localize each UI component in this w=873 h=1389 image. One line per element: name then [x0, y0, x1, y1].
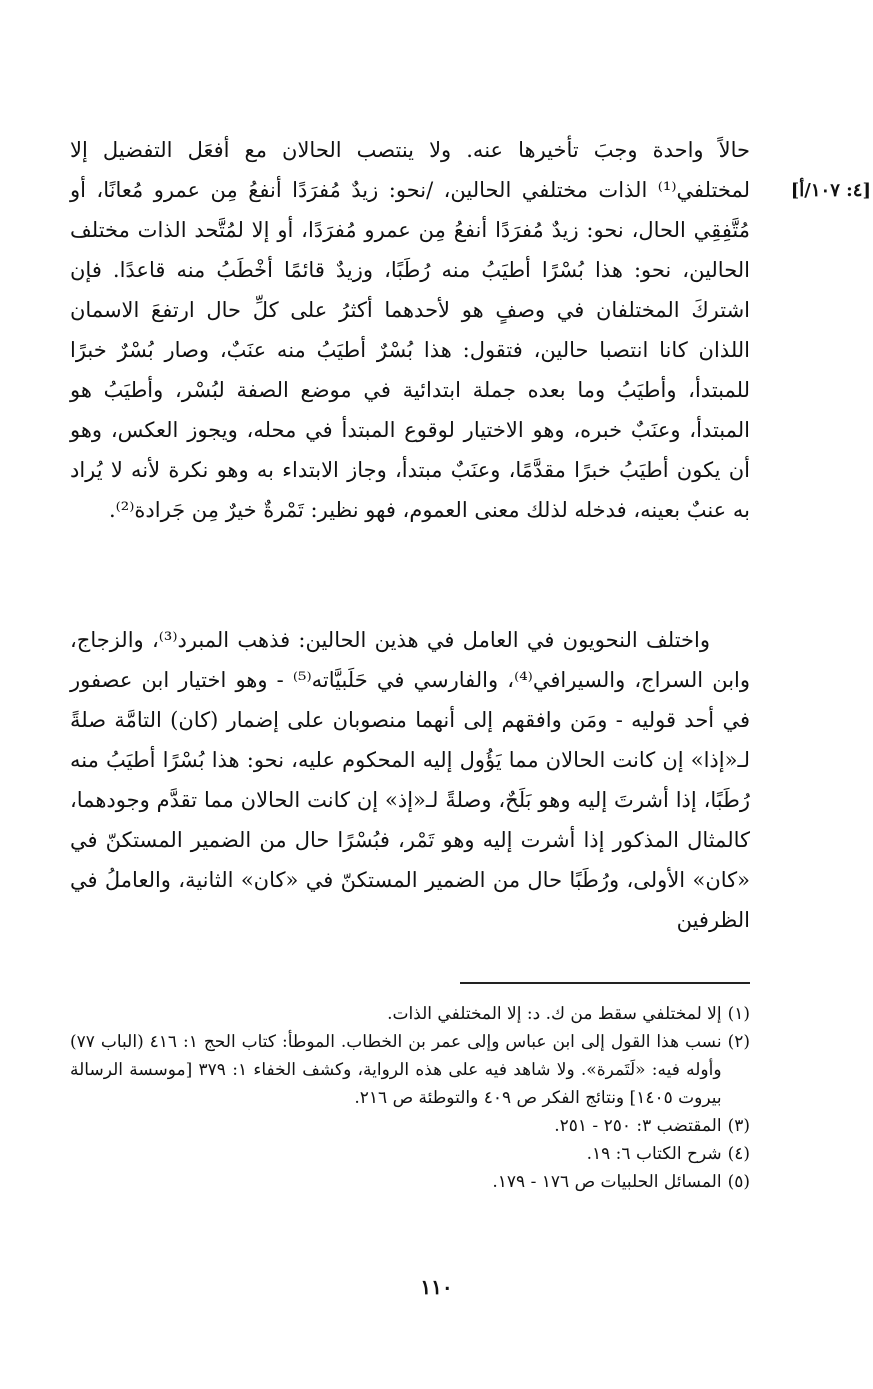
footnote-marker: (٢): [727, 1032, 750, 1052]
footnote-marker: (٤): [727, 1144, 750, 1164]
footnote-text: شرح الكتاب ٦: ١٩.: [586, 1144, 722, 1164]
footnotes: [70, 1000, 750, 1196]
footnote-marker: (١): [727, 1004, 750, 1024]
main-text-paragraph-1: [70, 130, 750, 530]
paragraph-text: حالاً واحدة وجبَ تأخيرها عنه. ولا ينتصب الحالان مع أفعَل التفضيل إلا لمختلفي⁽¹⁾ الذات مختلفي الحالين، /نحو: زيدٌ مُفرَدًا أنفعُ مِن عمرو مُعانًا، أو مُتَّفِقِي الحال، نحو: زيدٌ مُفرَدًا أنفعُ مِن عمرو مُفرَدًا، أو إلا لمُتَّحد الذات مختلف الحالين، نحو: هذا بُسْرًا أطيَبُ منه رُطَبًا، وزيدٌ قائمًا أخْطَبُ منه قاعدًا. فإن اشتركَ المختلفان في وصفٍ هو لأحدهما أكثرُ على كلِّ حال ارتفعَ الاسمان اللذان كانا انتصبا حالين، فتقول: هذا بُسْرٌ أطيَبُ منه عنَبٌ، وصار بُسْرٌ خبرًا للمبتدأ، وأطيَبُ وما بعده جملة ابتدائية في موضع الصفة لبُسْر، وأطيَبُ هو المبتدأ، وعنَبٌ خبره، وهو الاختيار لوقوع المبتدأ في محله، ويجوز العكس، وهو أن يكون أطيَبُ خبرًا مقدَّمًا، وعنَبٌ مبتدأ، وجاز الابتداء به وهو نكرة لأنه لا يُراد به عنبٌ بعينه، فدخله لذلك معنى العموم، فهو نظير: تَمْرةٌ خيرٌ مِن جَرادة⁽²⁾.: [70, 138, 750, 522]
footnote-text: المقتضب ٣: ٢٥٠ - ٢٥١.: [554, 1116, 722, 1136]
footnote-2: [70, 1028, 750, 1112]
main-text-paragraph-2: [70, 620, 750, 940]
footnote-marker: (٣): [727, 1116, 750, 1136]
paragraph-text: واختلف النحويون في العامل في هذين الحالين: فذهب المبرد⁽³⁾، والزجاج، وابن السراج، والسيرافي⁽⁴⁾، والفارسي في حَلَبيَّاته⁽⁵⁾ - وهو اختيار ابن عصفور في أحد قوليه - ومَن وافقهم إلى أنهما منصوبان على إضمار (كان) التامَّة صلةً لـ«إذا» إن كانت الحالان مما يَؤُول إليه المحكوم عليه، نحو: هذا بُسْرًا أطيَبُ منه رُطَبًا، إذا أشرتَ إليه وهو بَلَحٌ، وصلةً لـ«إذ» إن كانت الحالان مما تقدَّم وجودهما، كالمثال المذكور إذا أشرت إليه وهو تَمْر، فبُسْرًا حال من الضمير المستكنّ في «كان» الأولى، ورُطَبًا حال من الضمير المستكنّ في «كان» الثانية، والعاملُ في الظرفين: [70, 628, 751, 932]
footnote-1: [70, 1000, 750, 1028]
footnote-text: إلا لمختلفي سقط من ك. د: إلا المختلفي الذات.: [387, 1004, 722, 1024]
page-number: ١١٠: [420, 1275, 453, 1299]
footnote-marker: (٥): [727, 1172, 750, 1192]
footnote-text: المسائل الحلبيات ص ١٧٦ - ١٧٩.: [492, 1172, 722, 1192]
footnote-3: [70, 1112, 750, 1140]
footnote-5: [70, 1168, 750, 1196]
margin-reference: [٤: ١٠٧/أ]: [790, 180, 871, 201]
footnote-4: [70, 1140, 750, 1168]
footnote-text: نسب هذا القول إلى ابن عباس وإلى عمر بن الخطاب. الموطأ: كتاب الحج ١: ٤١٦ (الباب ٧٧) وأوله فيه: «لَتَمرة». ولا شاهد فيه على هذه الرواية، وكشف الخفاء ١: ٣٧٩ [موسسة الرسالة بيروت ١٤٠٥] ونتائج الفكر ص ٤٠٩ والتوطئة ص ٢١٦.: [70, 1032, 722, 1108]
footnote-separator: [460, 982, 750, 984]
